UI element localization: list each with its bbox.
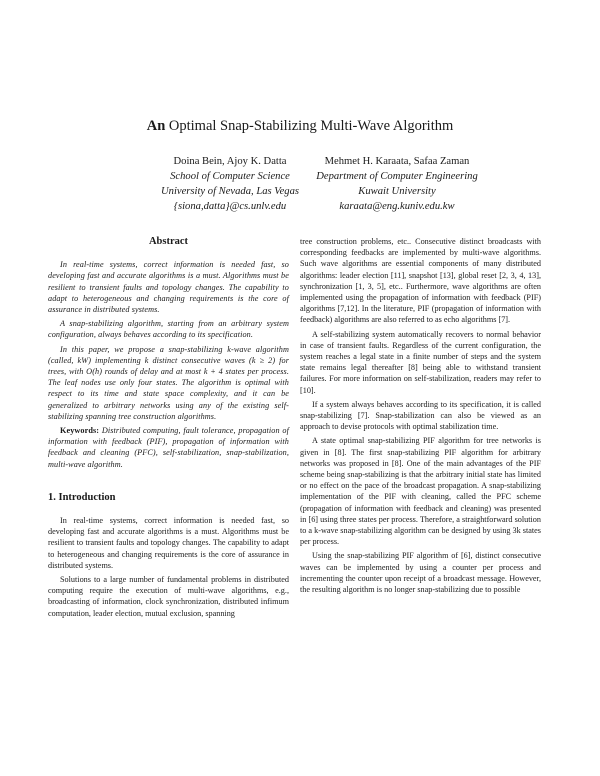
body-paragraph: Using the snap-stabilizing PIF algorithm of [6], distinct consecutive waves can be implemented by using a counter per process and incrementing the counter upon receipt of a broadcast message. However, the resulting algorithm is no longer snap-stabilizing due to possible xyxy=(300,551,541,595)
author-block-right xyxy=(292,154,502,214)
title-bold: An xyxy=(146,118,166,134)
author-names: Doina Bein, Ajoy K. Datta xyxy=(173,156,287,167)
body-paragraph: A state optimal snap-stabilizing PIF algorithm for tree networks is given in [8]. The first snap-stabilizing PIF algorithm for arbitrary networks was proposed in [8]. One of the main advantages of the PIF scheme being snap-stabilizing is that the arbitrary initial state has limited or no effect on the pace of the broadcast propagation. A snap-stabilizing implementation of the PIF with cleaning, called the PFC scheme (propagation of information with feedback and cleaning) was presented in [6] using three states per process. Therefore, a straightforward solution to a k-wave snap-stabilizing algorithm can be designed by using 3k states per process. xyxy=(300,436,541,547)
author-dept: School of Computer Science xyxy=(170,171,290,182)
abstract-paragraph: In this paper, we propose a snap-stabilizing k-wave algorithm (called, kW) implementing k distinct consecutive waves (k ≥ 2) for trees, with O(h) rounds of delay and at most k + 4 states per process. The leaf nodes use only four states. The algorithm is optimal with respect to its time and state space complexity, and it can be generalized to arbitrary networks using any of the existing self-stabilizing spanning tree construction algorithms. xyxy=(48,344,289,421)
author-email: karaata@eng.kuniv.edu.kw xyxy=(339,201,455,212)
abstract-paragraph: A snap-stabilizing algorithm, starting from an arbitrary system configuration, always behaves according to its specification. xyxy=(48,319,289,340)
paper-title xyxy=(0,118,600,135)
body-paragraph: tree construction problems, etc.. Consecutive distinct broadcasts with corresponding feedbacks are implemented by multi-wave algorithms. Such wave algorithms are essential components of many distributed algorithms: leader election [11], snapshot [13], global reset [2, 3, 4, 13], synchronization [1, 3, 5], etc.. Furthermore, wave algorithms are often implemented using the propagation of information with feedback (PIF) algorithms [7,12]. In the literature, PIF (propagation of information with feedback) algorithms are also referred to as echo algorithms [7]. xyxy=(300,237,541,325)
abstract-paragraph: In real-time systems, correct information is needed fast, so developing fast and accurate algorithms is a must. Algorithms must be resilient to transient faults and topology changes. The capability to adapt to heterogeneous and changing requirements is the core of assurance in distributed systems. xyxy=(48,260,289,315)
right-column xyxy=(300,236,541,598)
intro-paragraph: Solutions to a large number of fundamental problems in distributed computing require the execution of multi-wave algorithms, e.g., broadcasting of information, clock synchronization, distributed infimum computation, leader election, mutual exclusion, spanning xyxy=(48,575,289,618)
title-rest: Optimal Snap-Stabilizing Multi-Wave Algorithm xyxy=(168,118,454,134)
author-univ: University of Nevada, Las Vegas xyxy=(161,186,299,197)
keywords-label: Keywords: xyxy=(60,426,100,436)
author-dept: Department of Computer Engineering xyxy=(316,171,478,182)
author-email: {siona,datta}@cs.unlv.edu xyxy=(173,201,287,212)
intro-paragraph: In real-time systems, correct information is needed fast, so developing fast and accurate algorithms is a must. Algorithms must be resilient to transient faults and topology changes. The capability to adapt to heterogeneous and changing requirements is the core of assurance in distributed systems. xyxy=(48,516,289,570)
keywords xyxy=(48,425,289,470)
author-names: Mehmet H. Karaata, Safaa Zaman xyxy=(324,156,470,167)
keywords-text: Distributed computing, fault tolerance, propagation of information with feedback (PIF), propagation of information with feedback and cleaning (PFC), self-stabilization, snap-stabilization, multi-wave algorithm. xyxy=(48,426,289,469)
abstract-heading: Abstract xyxy=(148,236,189,247)
section-heading-introduction: 1. Introduction xyxy=(48,491,116,503)
body-paragraph: If a system always behaves according to its specification, it is called snap-stabilizing [7]. Snap-stabilization can also be viewed as an approach to devise protocols with optimal stabilization time. xyxy=(300,399,541,432)
left-column xyxy=(48,236,289,622)
body-paragraph: A self-stabilizing system automatically recovers to normal behavior in case of transient faults. Regardless of the current configuration, the system reaches a legal state in a finite number of steps and the system state remains legal thereafter [8] being able to withstand transient failures. For more information on self-stabilization, readers may refer to [10]. xyxy=(300,329,541,395)
author-block-left xyxy=(150,154,310,214)
author-univ: Kuwait University xyxy=(358,186,436,197)
